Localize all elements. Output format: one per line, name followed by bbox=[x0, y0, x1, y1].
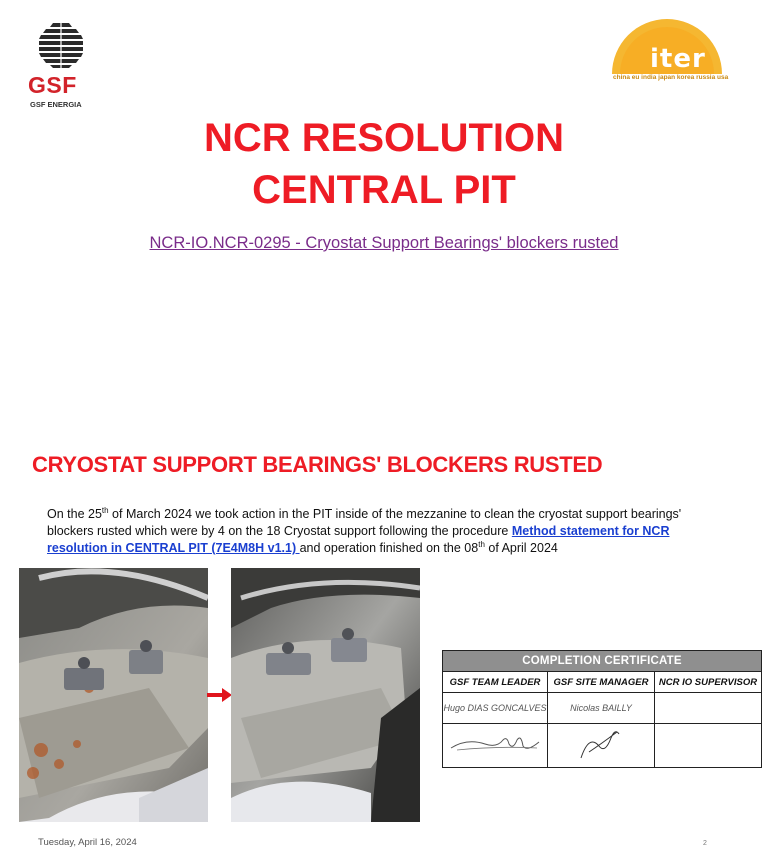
footer-date: Tuesday, April 16, 2024 bbox=[38, 837, 137, 848]
iter-wordmark: iter bbox=[650, 44, 706, 74]
description-paragraph bbox=[47, 506, 727, 557]
iter-members-text: china eu india japan korea russia usa bbox=[613, 74, 729, 81]
name-site-manager: Nicolas BAILLY bbox=[548, 693, 655, 724]
role-gsf-team-leader: GSF TEAM LEADER bbox=[443, 672, 548, 693]
gsf-logo bbox=[22, 18, 102, 118]
role-gsf-site-manager: GSF SITE MANAGER bbox=[548, 672, 655, 693]
role-ncr-io-supervisor: NCR IO SUPERVISOR bbox=[655, 672, 762, 693]
ordinal-suffix: th bbox=[478, 539, 485, 549]
name-io-supervisor bbox=[655, 693, 762, 724]
name-team-leader: Hugo DIAS GONCALVES bbox=[443, 693, 548, 724]
section-heading: CRYOSTAT SUPPORT BEARINGS' BLOCKERS RUSTED bbox=[32, 452, 603, 477]
signature-icon bbox=[571, 724, 631, 762]
page-number: 2 bbox=[703, 840, 707, 847]
certificate-header: COMPLETION CERTIFICATE bbox=[443, 651, 762, 672]
after-photo bbox=[231, 568, 420, 822]
gsf-wordmark: GSF bbox=[28, 72, 77, 98]
page-title-line1: NCR RESOLUTION bbox=[204, 116, 564, 160]
page-title-line2: CENTRAL PIT bbox=[252, 168, 516, 212]
description-text: of April 2024 bbox=[484, 541, 558, 555]
signature-io-supervisor bbox=[655, 724, 762, 768]
description-text: and operation finished on the 08 bbox=[299, 541, 479, 555]
ncr-reference-link[interactable]: NCR-IO.NCR-0295 - Cryostat Support Bearings' blockers rusted bbox=[149, 234, 619, 252]
signature-team-leader bbox=[443, 724, 548, 768]
iter-logo bbox=[612, 14, 752, 84]
gsf-emblem-icon bbox=[39, 22, 83, 68]
description-text: of March 2024 we took action in the PIT inside of the mezzanine to clean the cryostat support bearings' blockers rusted which were by 4 on the 18 Cryostat support following the procedure bbox=[47, 507, 682, 538]
completion-certificate-table bbox=[442, 650, 762, 768]
signature-icon bbox=[447, 730, 543, 756]
ordinal-suffix: th bbox=[101, 505, 109, 515]
description-text: On the 25 bbox=[47, 507, 102, 521]
signature-site-manager bbox=[548, 724, 655, 768]
arrow-right-icon bbox=[207, 687, 233, 703]
gsf-subtitle: GSF ENERGIA bbox=[30, 100, 82, 109]
before-photo bbox=[19, 568, 208, 822]
method-statement-link[interactable]: Method statement for NCR resolution in CENTRAL PIT (7E4M8H v1.1) bbox=[47, 524, 670, 555]
